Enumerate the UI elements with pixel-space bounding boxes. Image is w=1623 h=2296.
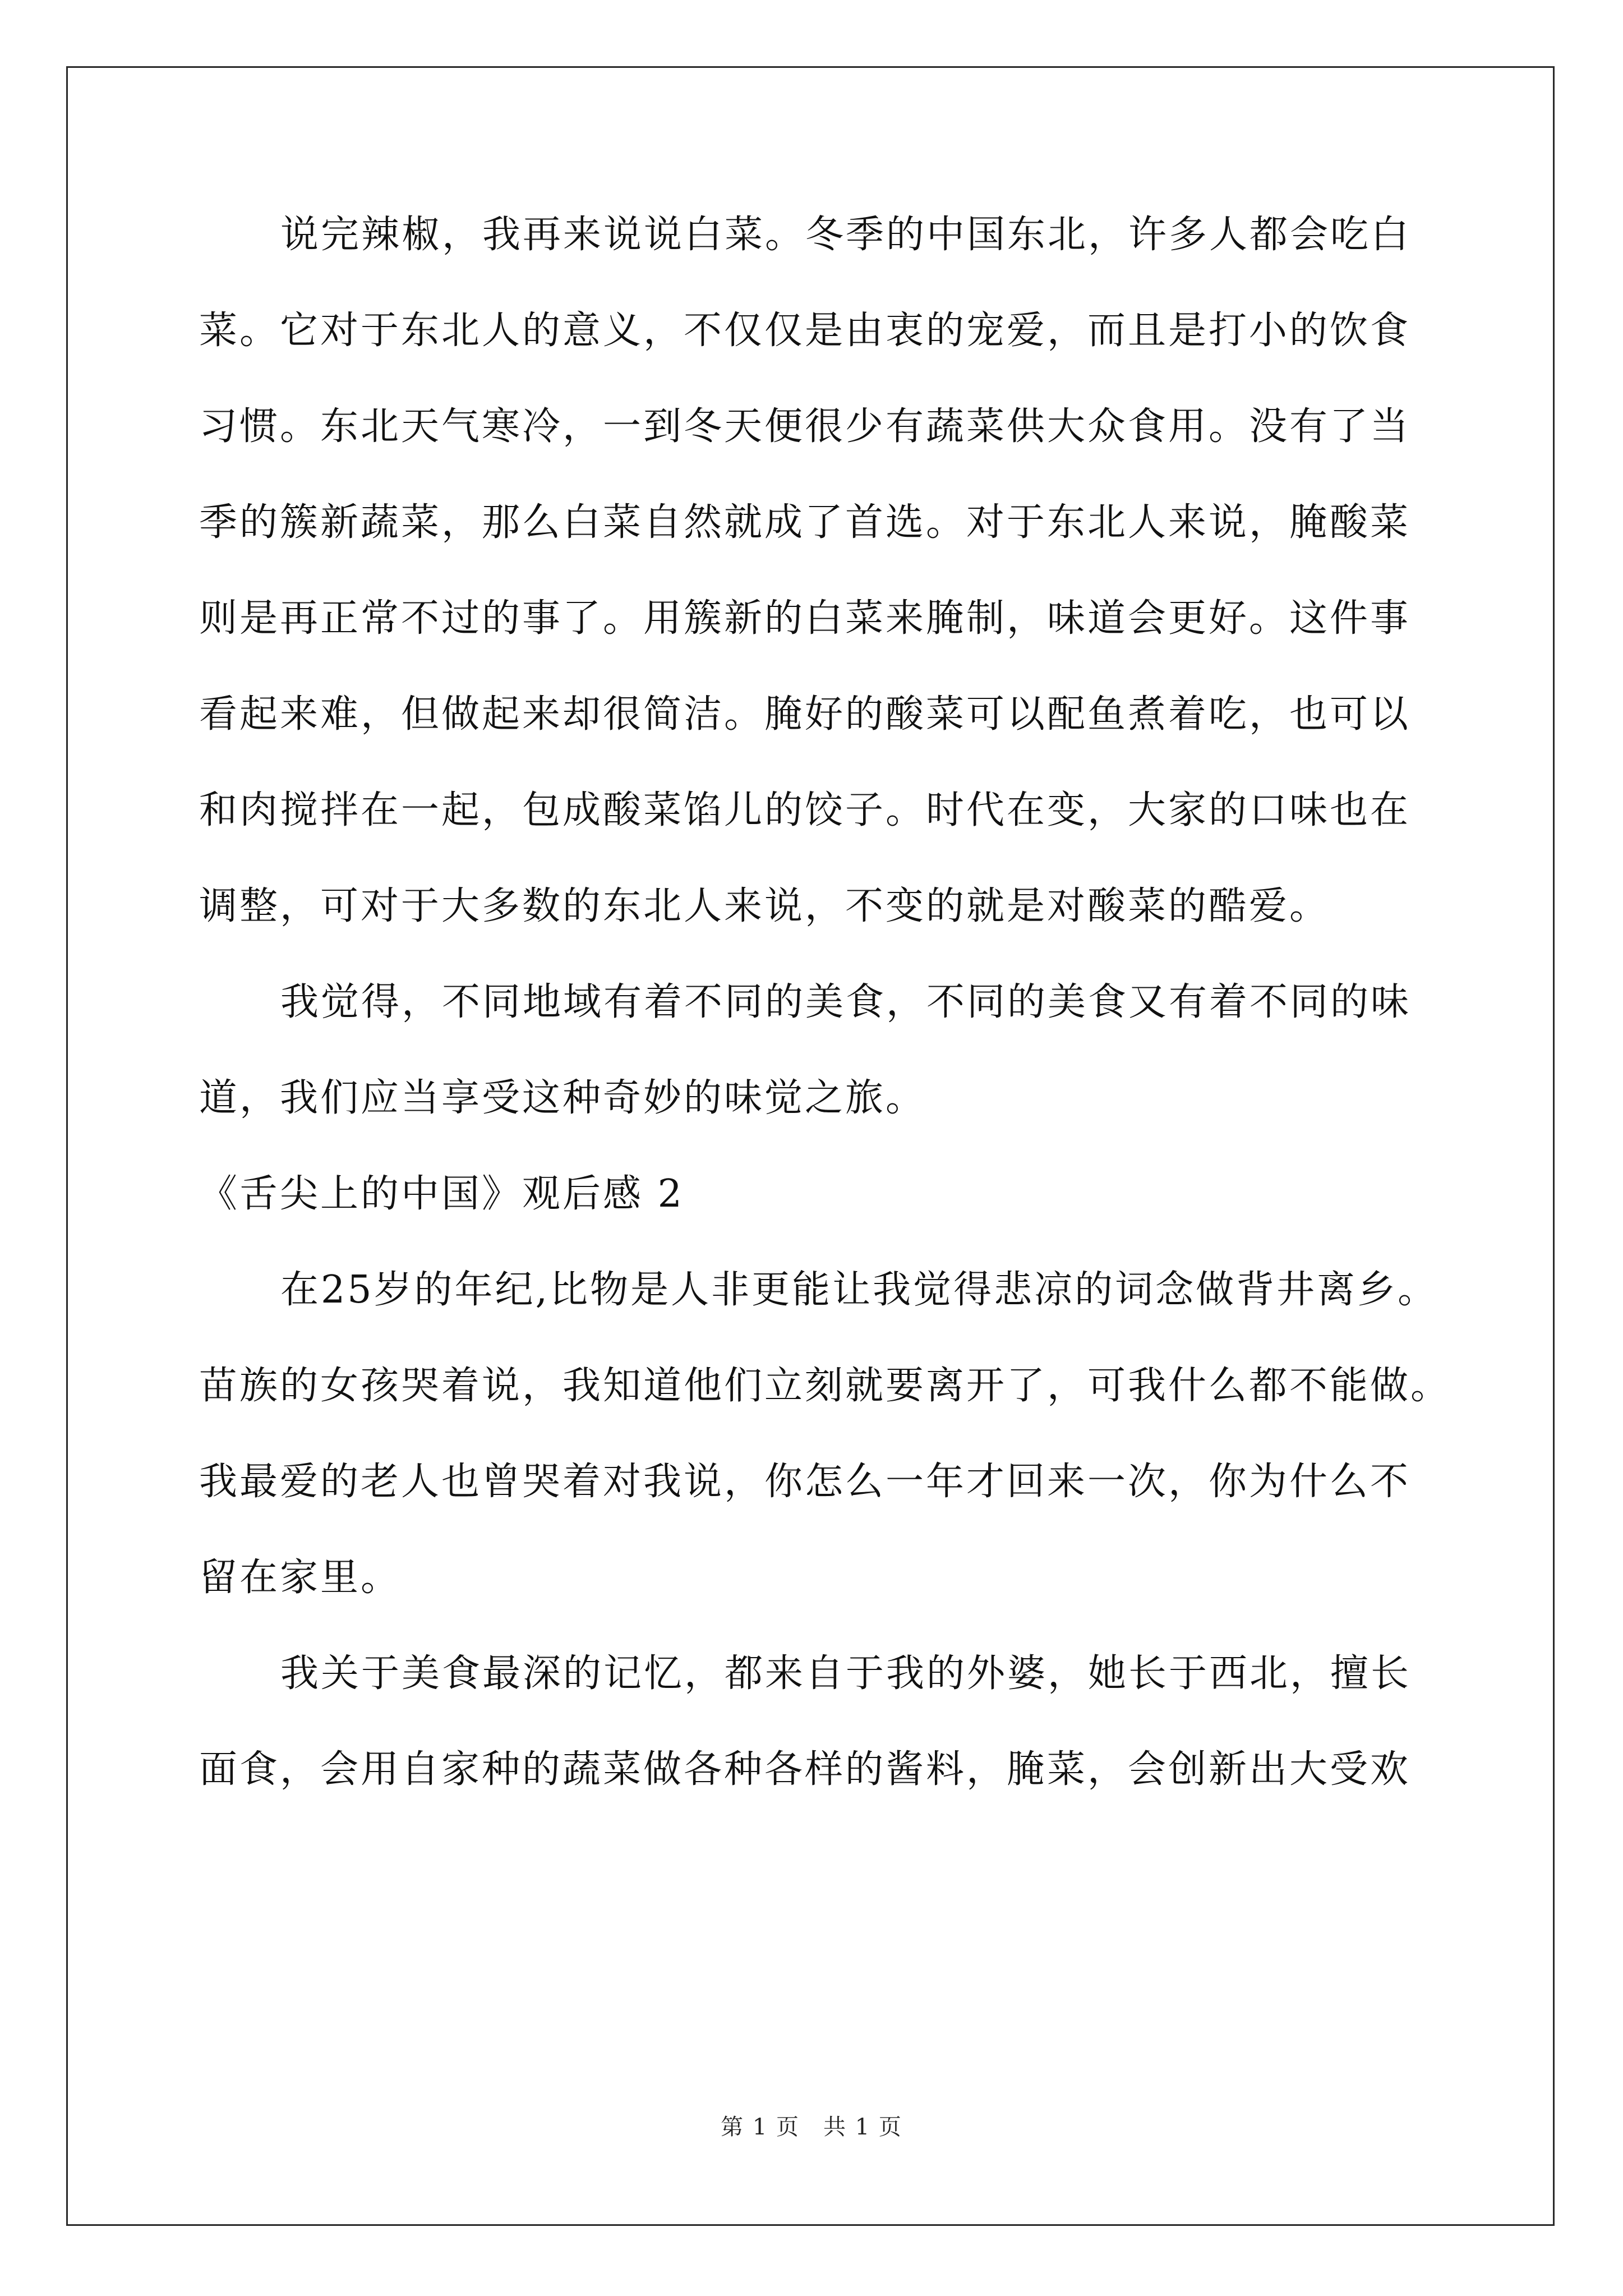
paragraph-line: 菜。它对于东北人的意义，不仅仅是由衷的宠爱，而且是打小的饮食 (199, 309, 1411, 353)
section-title: 《舌尖上的中国》观后感 2 (199, 1172, 684, 1216)
paragraph-line: 在25岁的年纪,比物是人非更能让我觉得悲凉的词念做背井离乡。 (280, 1268, 1438, 1312)
page-footer: 第 1 页 共 1 页 (721, 2114, 902, 2140)
paragraph-line: 调整，可对于大多数的东北人来说，不变的就是对酸菜的酷爱。 (199, 884, 1330, 928)
paragraph-line: 习惯。东北天气寒冷，一到冬天便很少有蔬菜供大众食用。没有了当 (199, 404, 1411, 449)
paragraph-line: 看起来难，但做起来却很简洁。腌好的酸菜可以配鱼煮着吃，也可以 (199, 692, 1411, 737)
paragraph-line: 则是再正常不过的事了。用簇新的白菜来腌制，味道会更好。这件事 (199, 596, 1411, 641)
paragraph-line: 季的簇新蔬菜，那么白菜自然就成了首选。对于东北人来说，腌酸菜 (199, 500, 1411, 545)
paragraph-line: 我觉得，不同地域有着不同的美食，不同的美食又有着不同的味 (280, 980, 1412, 1024)
paragraph-line: 我最爱的老人也曾哭着对我说，你怎么一年才回来一次，你为什么不 (199, 1460, 1411, 1504)
paragraph-line: 留在家里。 (199, 1556, 402, 1600)
paragraph-line: 和肉搅拌在一起，包成酸菜馅儿的饺子。时代在变，大家的口味也在 (199, 788, 1411, 832)
paragraph-line: 苗族的女孩哭着说，我知道他们立刻就要离开了，可我什么都不能做。 (199, 1364, 1451, 1408)
paragraph-line: 道，我们应当享受这种奇妙的味觉之旅。 (199, 1076, 926, 1120)
paragraph-line: 面食，会用自家种的蔬菜做各种各样的酱料，腌菜，会创新出大受欢 (199, 1747, 1411, 1792)
document-body (199, 213, 1451, 1847)
paragraph-line: 说完辣椒，我再来说说白菜。冬季的中国东北，许多人都会吃白 (280, 213, 1412, 257)
paragraph-line: 我关于美食最深的记忆，都来自于我的外婆，她长于西北，擅长 (280, 1651, 1412, 1696)
